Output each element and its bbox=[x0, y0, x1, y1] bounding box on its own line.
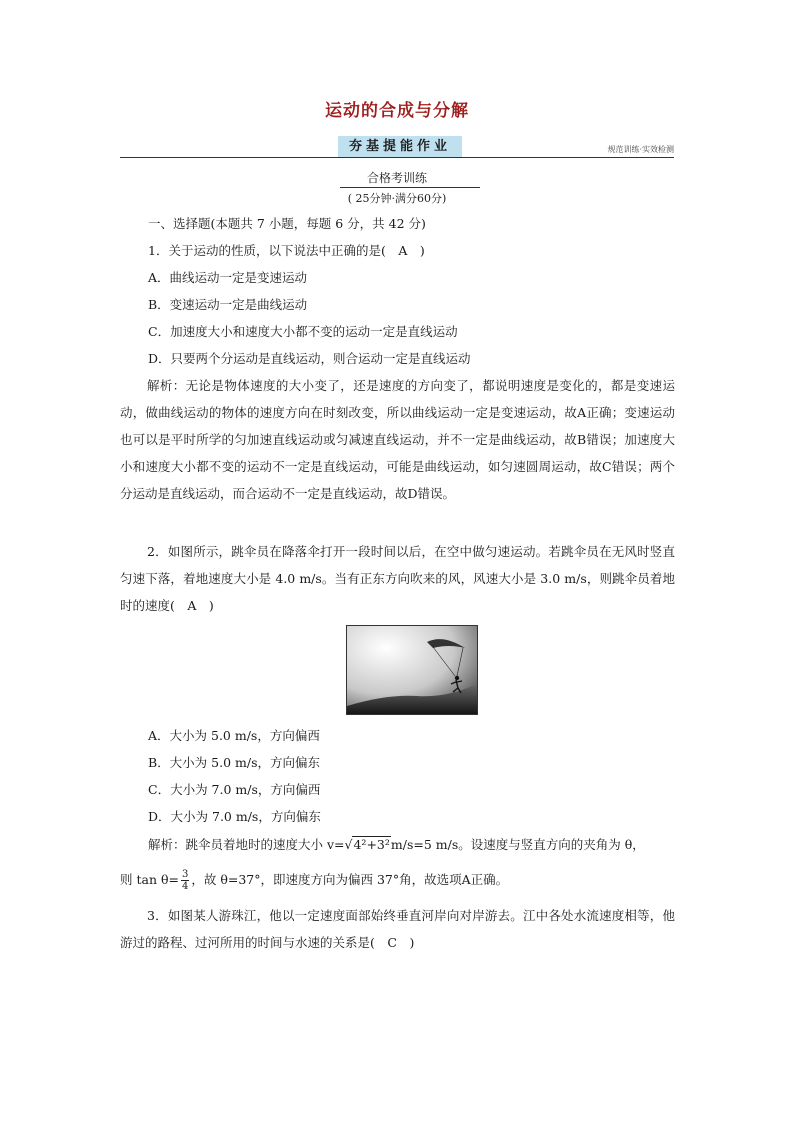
q2-analysis2-text-b: ，故 θ=37°，即速度方向为偏西 37°角，故选项A正确。 bbox=[191, 872, 509, 887]
q1-stem: 1．关于运动的性质，以下说法中正确的是( A ) bbox=[148, 243, 425, 258]
q2-option-c: C．大小为 7.0 m/s，方向偏西 bbox=[148, 782, 321, 797]
q2-option-b: B．大小为 5.0 m/s，方向偏东 bbox=[148, 755, 320, 770]
section-banner: 夯基提能作业 bbox=[338, 136, 462, 158]
q2-analysis2-text-a: 则 tan θ= bbox=[120, 872, 179, 887]
q2-analysis-text-a: 解析：跳伞员着地时的速度大小 v= bbox=[148, 837, 345, 852]
q1-option-a: A．曲线运动一定是变速运动 bbox=[148, 270, 308, 285]
q1-analysis: 解析：无论是物体速度的大小变了，还是速度的方向变了，都说明速度是变化的，都是变速运动，做曲线运动的物体的速度方向在时刻改变，所以曲线运动一定是变速运动，故A正确；变速运动也可以是平时所学的匀加速直线运动或匀减速直线运动，并不一定是曲线运动，故B错误；加速度大小和速度大小都不变的运动不一定是直线运动，可能是曲线运动，如匀速圆周运动，故C错误；两个分运动是直线运动，而合运动不一定是直线运动，故D错误。 bbox=[120, 378, 675, 501]
parachutist-photo bbox=[346, 625, 478, 715]
fraction bbox=[181, 869, 189, 892]
sqrt-symbol: √ bbox=[344, 837, 353, 852]
q2-stem: 2．如图所示，跳伞员在降落伞打开一段时间以后，在空中做匀速运动。若跳伞员在无风时竖直匀速下落，着地速度大小是 4.0 m/s。当有正东方向吹来的风，风速大小是 3.0 m/s，则跳伞员着地时的速度( A ) bbox=[120, 544, 675, 613]
section-meta: ( 25分钟·满分60分) bbox=[347, 192, 447, 205]
q2-option-a: A．大小为 5.0 m/s，方向偏西 bbox=[148, 728, 320, 743]
banner-tagline: 规范训练·实效检测 bbox=[607, 145, 674, 154]
fraction-numerator: 3 bbox=[181, 869, 189, 880]
q1-option-d: D．只要两个分运动是直线运动，则合运动一定是直线运动 bbox=[148, 351, 471, 366]
q2-analysis-line2 bbox=[120, 866, 508, 894]
q3-stem: 3．如图某人游珠江，他以一定速度面部始终垂直河岸向对岸游去。江中各处水流速度相等，他游过的路程、过河所用的时间与水速的关系是( C ) bbox=[120, 908, 675, 950]
q2-option-d: D．大小为 7.0 m/s，方向偏东 bbox=[148, 809, 321, 824]
page-title: 运动的合成与分解 bbox=[325, 101, 469, 121]
fraction-denominator: 4 bbox=[181, 881, 189, 892]
q2-analysis-text-b: m/s=5 m/s。设速度与竖直方向的夹角为 θ， bbox=[390, 837, 645, 852]
q2-analysis-line1 bbox=[148, 836, 645, 854]
sqrt-expression: 4²+3² bbox=[353, 837, 390, 852]
q1-option-b: B．变速运动一定是曲线运动 bbox=[148, 297, 308, 312]
header-rule bbox=[120, 157, 674, 158]
section-title: 合格考训练 bbox=[366, 171, 427, 185]
section-divider bbox=[340, 187, 480, 188]
q1-option-c: C．加速度大小和速度大小都不变的运动一定是直线运动 bbox=[148, 324, 458, 339]
part-heading: 一、选择题(本题共 7 小题，每题 6 分，共 42 分) bbox=[148, 216, 426, 231]
parachutist-illustration bbox=[347, 626, 477, 714]
